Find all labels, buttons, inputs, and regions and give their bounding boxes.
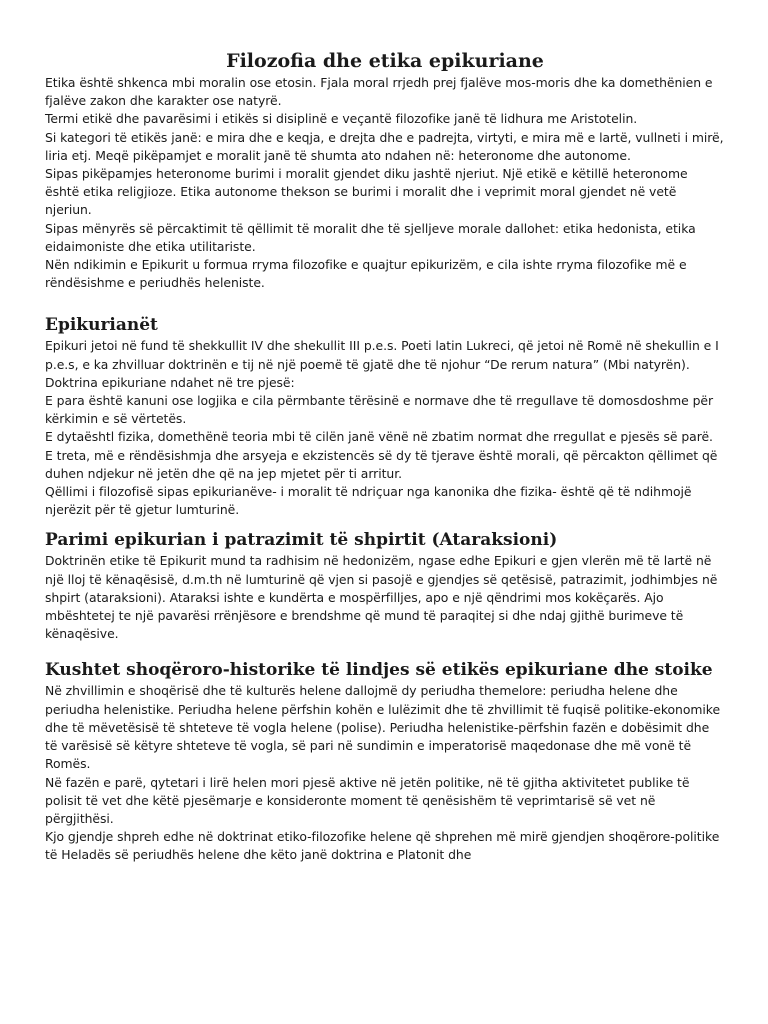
- paragraph: E para është kanuni ose logjika e cila përmbante tërësinë e normave dhe të rregullave të domosdoshme për kërkimin e së vërtetës.: [45, 393, 714, 427]
- document-title: Filozofia dhe etika epikuriane: [226, 50, 544, 72]
- paragraph: E dytaështl fizika, domethënë teoria mbi të cilën janë vënë në zbatim normat dhe rregullat e pjesës së parë.: [45, 429, 713, 445]
- paragraph: Nën ndikimin e Epikurit u formua rryma filozofike e quajtur epikurizëm, e cila ishte rryma filozofike më e rëndësishme e periudhës heleniste.: [45, 257, 687, 291]
- paragraph: Epikuri jetoi në fund të shekkullit IV dhe shekullit III p.e.s. Poeti latin Lukreci, që jetoi në Romë në shekullin e I p.e.s, e ka zhvilluar doktrinën e tij në një poemë të gjatë dhe të njohur “De rerum natura” (Mbi natyrën).: [45, 338, 719, 372]
- section-kushtet: [45, 659, 725, 864]
- section-heading: Epikurianët: [45, 315, 158, 336]
- paragraph: Në zhvillimin e shoqërisë dhe të kulturës helene dallojmë dy periudha themelore: periudha helene dhe periudha helenistike. Periudha helene përfshin kohën e lulëzimit dhe të zhvillimit të fuqisë politike-ekonomike dhe të mëvetësisë të shteteve të vogla helene (polise). Periudha helenistike-përfshin fazën e dobësimit dhe të varësisë së këtyre shteteve të vogla, së pari në sundimin e imperatorisë maqedonase dhe më vonë të Romës.: [45, 683, 721, 772]
- paragraph: Në fazën e parë, qytetari i lirë helen mori pjesë aktive në jetën politike, në të gjitha aktivitetet publike të polisit të vet dhe këtë pjesëmarje e konsideronte moment të qenësishëm të veprimtarisë së vet në përgjithësi.: [45, 774, 690, 826]
- intro-section: [45, 74, 725, 292]
- document-page: [45, 48, 725, 865]
- paragraph: Termi etikë dhe pavarësimi i etikës si disiplinë e veçantë filozofike janë të lidhura me Aristotelin.: [45, 111, 638, 127]
- section-ataraksioni: [45, 529, 725, 643]
- paragraph: E treta, më e rëndësishmja dhe arsyeja e ekzistencës së dy të tjerave është morali, që përcakton qëllimet që duhen ndjekur në jetën dhe që na jep mjetet për ti arritur.: [45, 447, 718, 481]
- paragraph: Qëllimi i filozofisë sipas epikurianëve- i moralit të ndriçuar nga kanonika dhe fizika- është që të ndihmojë njerëzit për të gjetur lumturinë.: [45, 484, 692, 518]
- section-heading: Kushtet shoqëroro-historike të lindjes së etikës epikuriane dhe stoike: [45, 660, 713, 681]
- paragraph: Doktrinën etike të Epikurit mund ta radhisim në hedonizëm, ngase edhe Epikuri e gjen vlerën më të lartë në një lloj të kënaqësisë, d.m.th në lumturinë që vjen si pasojë e gjendjes së qetësisë, patrazimit, jodhimbjes në shpirt (ataraksioni). Ataraksi ishte e kundërta e mospërfilljes, apo e një qëndrimi mos kokëçarës. Ajo mbështetej te një pavarësi rrënjësore e brendshme që mund të paraqitej si dhe ndaj gjithë burimeve të kënaqësive.: [45, 553, 718, 642]
- paragraph: Etika është shkenca mbi moralin ose etosin. Fjala moral rrjedh prej fjalëve mos-moris dhe ka domethënien e fjalëve zakon dhe karakter ose natyrë.: [45, 75, 713, 109]
- paragraph: Kjo gjendje shpreh edhe në doktrinat etiko-filozofike helene që shprehen më mirë gjendjen shoqërore-politike të Heladës së periudhës helene dhe këto janë doktrina e Platonit dhe: [45, 829, 720, 863]
- paragraph: Sipas pikëpamjes heteronome burimi i moralit gjendet diku jashtë njeriut. Një etikë e këtillë heteronome është etika religjioze. Etika autonome thekson se burimi i moralit dhe i veprimit moral gjendet në vetë njeriun.: [45, 166, 688, 218]
- section-epikurianet: [45, 314, 725, 519]
- paragraph: Doktrina epikuriane ndahet në tre pjesë:: [45, 374, 295, 390]
- paragraph: Sipas mënyrës së përcaktimit të qëllimit të moralit dhe të sjelljeve morale dallohet: etika hedonista, etika eidaimoniste dhe etika utilitariste.: [45, 220, 696, 254]
- paragraph: Si kategori të etikës janë: e mira dhe e keqja, e drejta dhe e padrejta, virtyti, e mira më e lartë, vullneti i mirë, liria etj. Meqë pikëpamjet e moralit janë të shumta ato ndahen në: heteronome dhe autonome.: [45, 129, 724, 163]
- section-heading: Parimi epikurian i patrazimit të shpirtit (Ataraksioni): [45, 530, 558, 551]
